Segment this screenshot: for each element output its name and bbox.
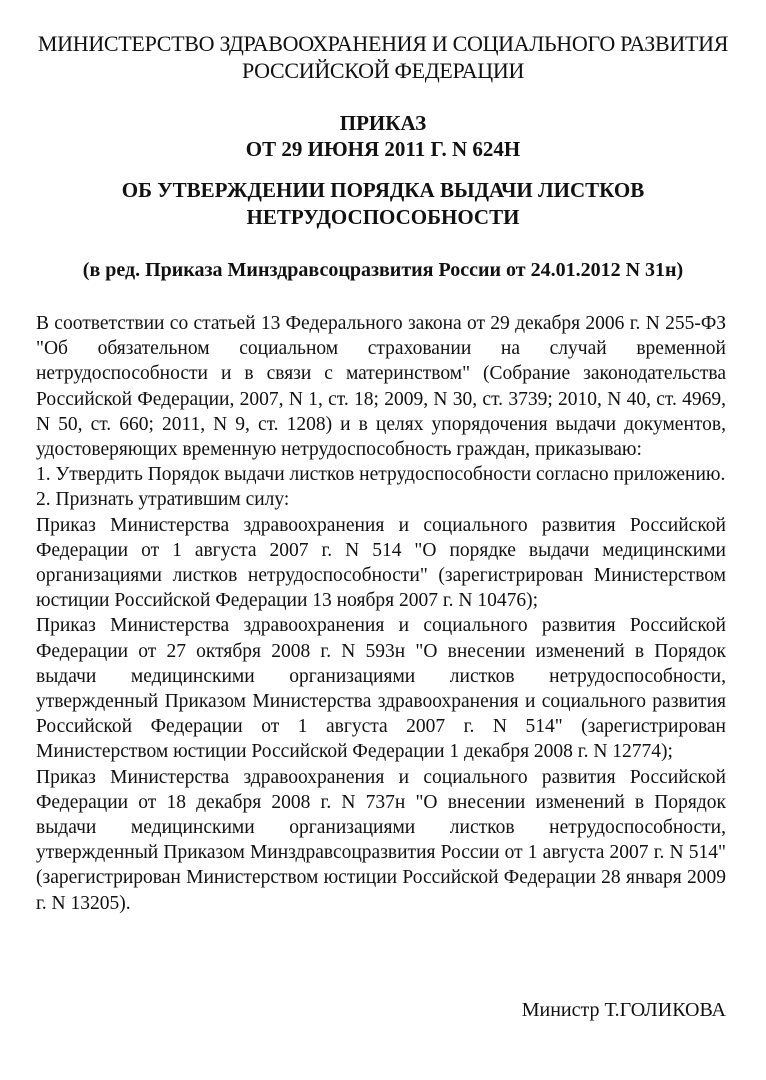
minister-signature: Министр Т.ГОЛИКОВА — [521, 999, 726, 1021]
subject-line1: ОБ УТВЕРЖДЕНИИ ПОРЯДКА ВЫДАЧИ ЛИСТКОВ — [121, 178, 645, 202]
ministry-name-line1: МИНИСТЕРСТВО ЗДРАВООХРАНЕНИЯ И СОЦИАЛЬНОГО РАЗВИТИЯ — [37, 31, 729, 56]
repealed-order-3: Приказ Министерства здравоохранения и социального развития Российской Федерации от 18 декабря 2008 г. N 737н "О внесении изменений в Порядок выдачи медицинскими организациями листков нетрудоспособности, утвержденный Приказом Минздравсоцразвития России от 1 августа 2007 г. N 514" (зарегистрирован Министерством юстиции Российской Федерации 28 января 2009 г. N 13205). — [36, 766, 726, 914]
order-title — [0, 110, 766, 162]
repealed-order-1: Приказ Министерства здравоохранения и социального развития Российской Федерации от 1 августа 2007 г. N 514 "О порядке выдачи медицинскими организациями листков нетрудоспособности" (зарегистрирован Министерством юстиции Российской Федерации 13 ноября 2007 г. N 10476); — [36, 514, 726, 612]
order-subject — [0, 177, 766, 231]
ministry-header — [0, 30, 766, 84]
subject-line2: НЕТРУДОСПОСОБНОСТИ — [246, 205, 520, 229]
ministry-name-line2: РОССИЙСКОЙ ФЕДЕРАЦИИ — [241, 58, 525, 83]
item-1-paragraph: 1. Утвердить Порядок выдачи листков нетрудоспособности согласно приложению. — [36, 464, 726, 486]
item-2-paragraph: 2. Признать утратившим силу: — [36, 489, 290, 511]
order-date-number: ОТ 29 ИЮНЯ 2011 Г. N 624Н — [245, 137, 521, 161]
document-body — [36, 311, 726, 916]
repealed-order-2: Приказ Министерства здравоохранения и социального развития Российской Федерации от 27 октября 2008 г. N 593н "О внесении изменений в Порядок выдачи медицинскими организациями листков нетрудоспособности, утвержденный Приказом Министерства здравоохранения и социального развития Российской Федерации от 1 августа 2007 г. N 514" (зарегистрирован Министерством юстиции Российской Федерации 1 декабря 2008 г. N 12774); — [36, 615, 726, 763]
amendment-note: (в ред. Приказа Минздравсоцразвития России от 24.01.2012 N 31н) — [82, 259, 684, 281]
preamble-paragraph: В соответствии со статьей 13 Федерального закона от 29 декабря 2006 г. N 255-ФЗ "Об обязательном социальном страховании на случай временной нетрудоспособности и в связи с материнством" (Собрание законодательства Российской Федерации, 2007, N 1, ст. 18; 2009, N 30, ст. 3739; 2010, N 40, ст. 4969, N 50, ст. 660; 2011, N 9, ст. 1208) и в целях упорядочения выдачи документов, удостоверяющих временную нетрудоспособность граждан, приказываю: — [36, 313, 726, 461]
order-word: ПРИКАЗ — [339, 111, 427, 135]
